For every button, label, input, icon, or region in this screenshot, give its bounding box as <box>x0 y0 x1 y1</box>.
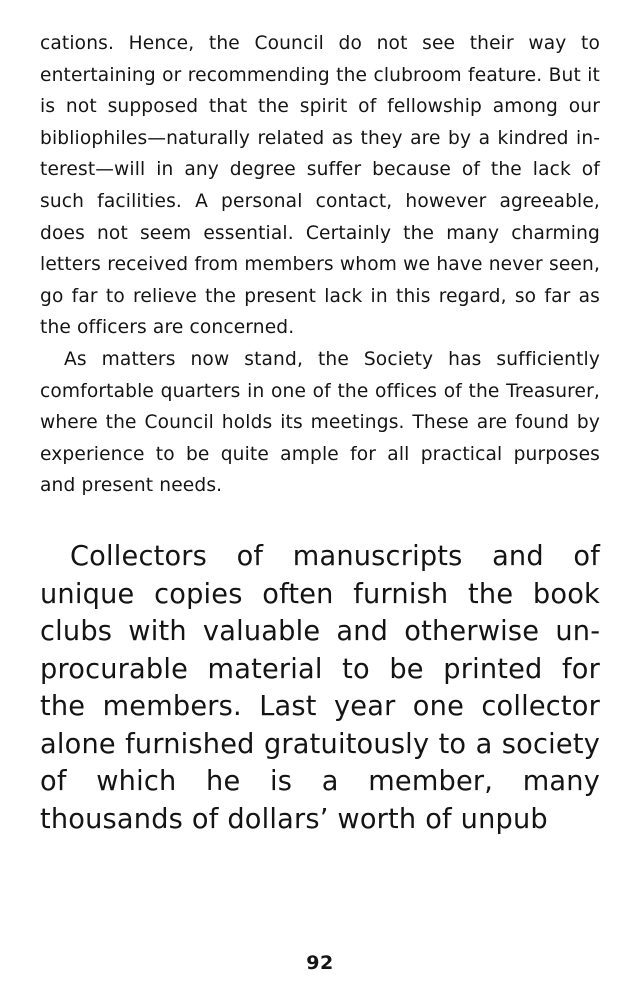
inserted-paragraph: Collectors of manuscripts and of unique copies often furnish the book clubs with valuable and otherwise unprocurable material to be printed for the members. Last year one collector alone furnished gratuitously to a society of which he is a member, many thousands of dollars’ worth of unpub <box>40 540 600 836</box>
book-page <box>40 28 600 978</box>
inserted-passage <box>40 538 600 839</box>
body-paragraph-1: cations. Hence, the Council do not see their way to entertaining or recommending the clubroom feature. But it is not supposed that the spirit of fellowship among our bibliophiles—naturally related as they are by a kindred interest—will in any degree suffer because of the lack of such facilities. A personal contact, however agreeable, does not seem essential. Certainly the many charming letters received from members whom we have never seen, go far to relieve the present lack in this regard, so far as the officers are concerned. <box>40 33 600 339</box>
body-text <box>40 28 600 502</box>
page-number: 92 <box>306 952 334 974</box>
body-paragraph-2: As matters now stand, the Society has sufficiently comfortable quarters in one of the offices of the Treasurer, where the Council holds its meetings. These are found by experience to be quite ample for all practical purposes and present needs. <box>40 348 600 497</box>
